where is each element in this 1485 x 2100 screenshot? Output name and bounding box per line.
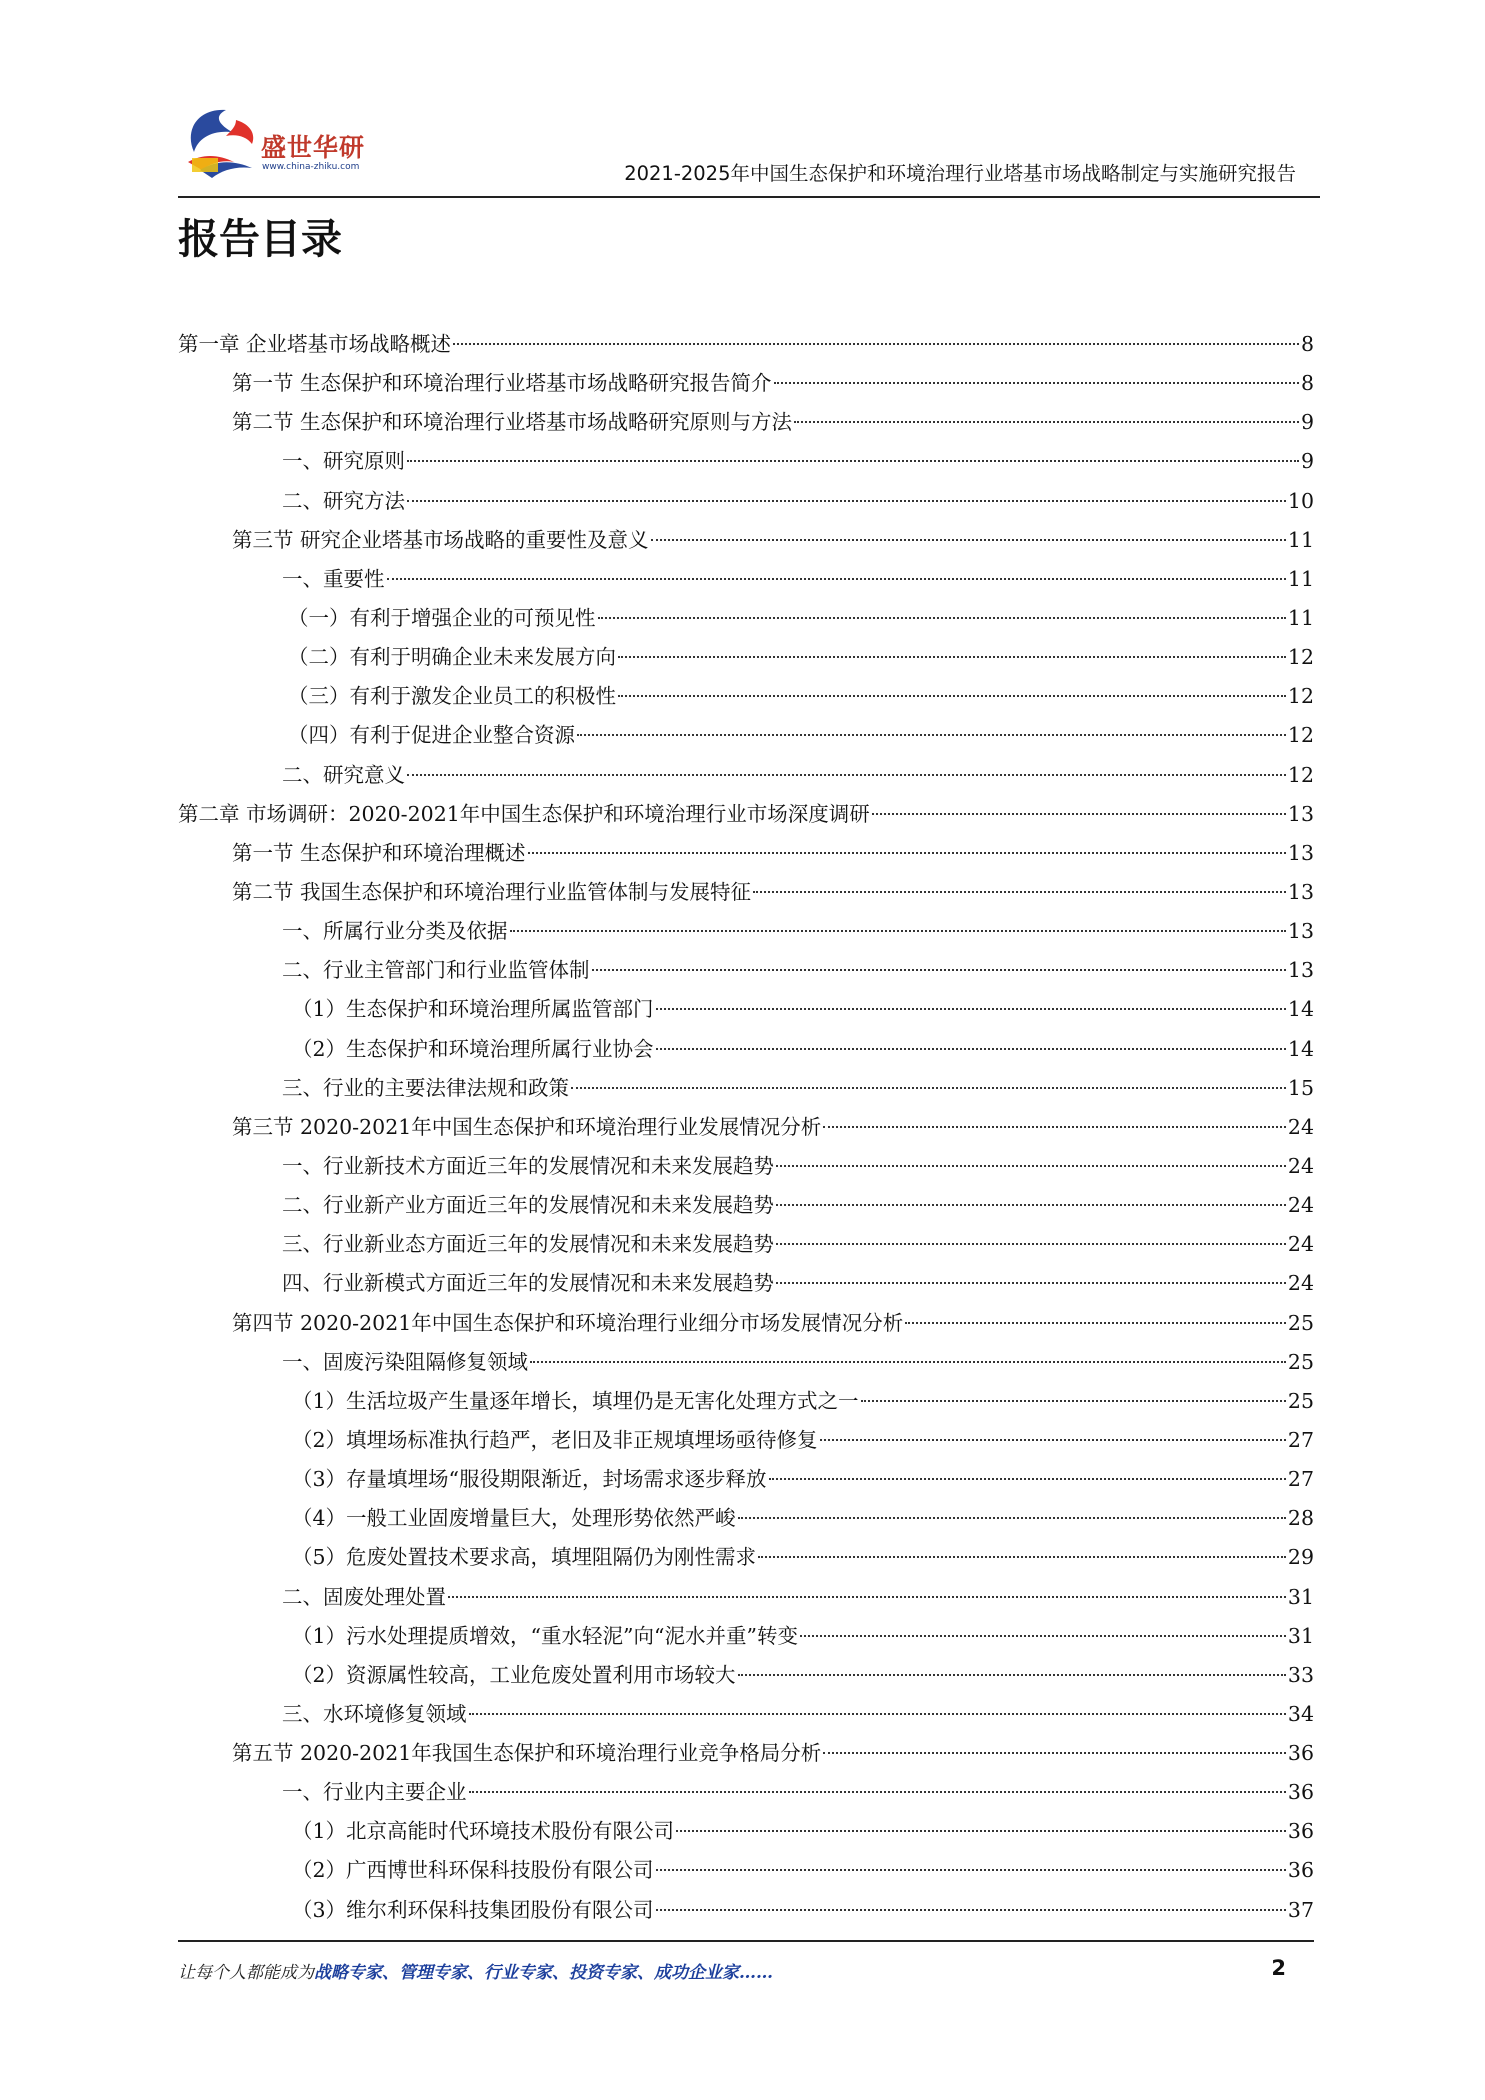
toc-entry-title: 第二节 生态保护和环境治理行业塔基市场战略研究原则与方法 [232,410,793,435]
toc-entry-page: 15 [1287,1075,1314,1100]
toc-entry-title: （1）污水处理提质增效，“重水轻泥”向“泥水并重”转变 [292,1623,798,1648]
toc-entry[interactable] [178,873,1314,912]
toc-entry[interactable] [178,1578,1314,1617]
toc-entry-page: 31 [1287,1623,1314,1648]
page-heading: 报告目录 [178,215,342,263]
toc-entry-page: 10 [1287,488,1314,513]
toc-entry-page: 11 [1287,605,1314,630]
toc-dot-leader [758,1556,1286,1558]
toc-entry[interactable] [178,1891,1314,1930]
toc-entry[interactable] [178,1499,1314,1538]
toc-dot-leader [618,656,1286,658]
toc-entry-title: 三、行业的主要法律法规和政策 [282,1075,569,1100]
toc-dot-leader [794,421,1299,423]
logo-name: 盛世华研 [261,133,366,162]
toc-entry-page: 11 [1287,566,1314,591]
toc-dot-leader [656,1869,1286,1871]
toc-entry-page: 36 [1287,1819,1314,1844]
page-header [178,100,1320,198]
toc-entry-title: 二、固废处理处置 [282,1584,446,1609]
page-number: 2 [1271,1956,1286,1980]
toc-dot-leader [800,1635,1286,1637]
toc-entry-page: 14 [1287,997,1314,1022]
toc-entry-page: 14 [1287,1036,1314,1061]
toc-dot-leader [407,774,1286,776]
toc-entry-title: （2）填埋场标准执行趋严，老旧及非正规填埋场亟待修复 [292,1427,818,1452]
toc-entry[interactable] [178,1030,1314,1069]
toc-entry-title: 一、行业新技术方面近三年的发展情况和未来发展趋势 [282,1153,774,1178]
toc-dot-leader [905,1322,1286,1324]
toc-entry-title: 第二节 我国生态保护和环境治理行业监管体制与发展特征 [232,879,752,904]
toc-dot-leader [618,695,1286,697]
toc-dot-leader [387,578,1286,580]
toc-entry[interactable] [178,1734,1314,1773]
toc-entry-title: 第四节 2020-2021年中国生态保护和环境治理行业细分市场发展情况分析 [232,1310,904,1335]
toc-entry-page: 27 [1287,1427,1314,1452]
toc-entry-title: （2）生态保护和环境治理所属行业协会 [292,1036,654,1061]
toc-dot-leader [676,1830,1286,1832]
toc-entry-title: 第三节 研究企业塔基市场战略的重要性及意义 [232,527,649,552]
toc-entry-page: 29 [1287,1545,1314,1570]
toc-entry-page: 31 [1287,1584,1314,1609]
toc-entry-title: （3）存量填埋场“服役期限渐近，封场需求逐步释放 [292,1467,767,1492]
toc-entry-page: 36 [1287,1780,1314,1805]
toc-entry-title: 四、行业新模式方面近三年的发展情况和未来发展趋势 [282,1271,774,1296]
toc-entry[interactable] [178,1108,1314,1147]
toc-entry-page: 13 [1287,958,1314,983]
toc-dot-leader [656,1008,1286,1010]
toc-entry[interactable] [178,1460,1314,1499]
slogan-highlight: 战略专家、管理专家、行业专家、投资专家、成功企业家…… [314,1963,773,1983]
toc-entry-title: 一、重要性 [282,566,385,591]
toc-entry-title: 二、行业新产业方面近三年的发展情况和未来发展趋势 [282,1193,774,1218]
toc-entry-page: 13 [1287,840,1314,865]
toc-dot-leader [872,813,1286,815]
toc-dot-leader [407,500,1286,502]
page-footer [178,1940,1314,2002]
toc-entry-title: 一、所属行业分类及依据 [282,919,508,944]
toc-entry[interactable] [178,912,1314,951]
logo-swirl-icon [178,100,262,190]
toc-entry[interactable] [178,1695,1314,1734]
toc-dot-leader [738,1674,1286,1676]
toc-entry-page: 13 [1287,801,1314,826]
toc-entry[interactable] [178,795,1314,834]
toc-entry-page: 24 [1287,1232,1314,1257]
toc-entry-title: 第三节 2020-2021年中国生态保护和环境治理行业发展情况分析 [232,1114,822,1139]
toc-entry[interactable] [178,990,1314,1029]
toc-entry[interactable] [178,1773,1314,1812]
toc-dot-leader [776,1165,1286,1167]
toc-entry-title: 三、行业新业态方面近三年的发展情况和未来发展趋势 [282,1232,774,1257]
toc-entry[interactable] [178,1851,1314,1890]
toc-dot-leader [823,1752,1286,1754]
toc-entry[interactable] [178,1186,1314,1225]
toc-dot-leader [469,1713,1286,1715]
toc-entry-page: 13 [1287,919,1314,944]
toc-entry-page: 24 [1287,1193,1314,1218]
toc-dot-leader [651,539,1286,541]
toc-dot-leader [469,1791,1286,1793]
toc-entry-page: 12 [1287,684,1314,709]
toc-entry-page: 9 [1300,449,1314,474]
toc-entry[interactable] [178,442,1314,481]
toc-entry-page: 28 [1287,1506,1314,1531]
toc-dot-leader [528,852,1286,854]
toc-dot-leader [510,930,1286,932]
toc-entry-title: 二、行业主管部门和行业监管体制 [282,958,590,983]
toc-entry-page: 27 [1287,1467,1314,1492]
toc-entry[interactable] [178,1304,1314,1343]
toc-dot-leader [598,617,1286,619]
toc-entry[interactable] [178,951,1314,990]
toc-entry[interactable] [178,1225,1314,1264]
toc-entry[interactable] [178,482,1314,521]
toc-dot-leader [861,1400,1286,1402]
toc-entry[interactable] [178,521,1314,560]
toc-entry[interactable] [178,403,1314,442]
toc-entry-title: （2）广西博世科环保科技股份有限公司 [292,1858,654,1883]
toc-entry[interactable] [178,834,1314,873]
toc-entry[interactable] [178,1382,1314,1421]
toc-entry[interactable] [178,1812,1314,1851]
toc-entry-page: 12 [1287,645,1314,670]
toc-entry[interactable] [178,599,1314,638]
toc-entry-title: （3）维尔利环保科技集团股份有限公司 [292,1897,654,1922]
toc-dot-leader [577,734,1286,736]
toc-dot-leader [820,1439,1286,1441]
toc-entry-title: 二、研究意义 [282,762,405,787]
toc-entry[interactable] [178,1617,1314,1656]
toc-entry[interactable] [178,677,1314,716]
toc-dot-leader [592,969,1286,971]
toc-dot-leader [453,343,1299,345]
toc-entry-title: （一）有利于增强企业的可预见性 [288,605,596,630]
toc-entry-title: 三、水环境修复领域 [282,1701,467,1726]
toc-entry[interactable] [178,1421,1314,1460]
toc-entry[interactable] [178,1264,1314,1303]
toc-dot-leader [656,1048,1286,1050]
toc-dot-leader [769,1478,1286,1480]
toc-entry-page: 8 [1300,371,1314,396]
company-logo [178,100,408,190]
toc-entry-page: 11 [1287,527,1314,552]
toc-entry-page: 12 [1287,762,1314,787]
toc-dot-leader [407,460,1299,462]
toc-entry-page: 25 [1287,1310,1314,1335]
toc-entry[interactable] [178,1343,1314,1382]
toc-dot-leader [823,1126,1286,1128]
toc-entry-title: （2）资源属性较高，工业危废处置利用市场较大 [292,1662,736,1687]
toc-entry[interactable] [178,638,1314,677]
toc-entry-title: 一、研究原则 [282,449,405,474]
toc-entry[interactable] [178,1656,1314,1695]
toc-entry[interactable] [178,1147,1314,1186]
toc-entry-title: 第一节 生态保护和环境治理概述 [232,840,526,865]
toc-entry-title: 一、行业内主要企业 [282,1780,467,1805]
toc-entry-page: 24 [1287,1114,1314,1139]
toc-dot-leader [571,1087,1286,1089]
toc-dot-leader [738,1517,1286,1519]
toc-entry-title: （5）危废处置技术要求高，填埋阻隔仍为刚性需求 [292,1545,757,1570]
toc-entry-title: （四）有利于促进企业整合资源 [288,723,575,748]
toc-dot-leader [448,1596,1286,1598]
toc-entry-title: 第五节 2020-2021年我国生态保护和环境治理行业竞争格局分析 [232,1741,822,1766]
toc-entry-title: （三）有利于激发企业员工的积极性 [288,684,616,709]
toc-dot-leader [776,1243,1286,1245]
toc-entry-title: （1）北京高能时代环境技术股份有限公司 [292,1819,675,1844]
logo-url: www.china-zhiku.com [262,162,360,172]
toc-entry-page: 34 [1287,1701,1314,1726]
toc-dot-leader [656,1909,1286,1911]
toc-entry[interactable] [178,1069,1314,1108]
toc-entry[interactable] [178,325,1314,364]
toc-entry-page: 13 [1287,879,1314,904]
toc-entry[interactable] [178,560,1314,599]
toc-entry-page: 36 [1287,1741,1314,1766]
footer-slogan [178,1958,773,1983]
toc-entry-title: （1）生活垃圾产生量逐年增长，填埋仍是无害化处理方式之一 [292,1388,859,1413]
toc-entry-title: 第二章 市场调研：2020-2021年中国生态保护和环境治理行业市场深度调研 [178,801,870,826]
toc-entry[interactable] [178,756,1314,795]
toc-entry-title: 二、研究方法 [282,488,405,513]
toc-entry-title: （1）生态保护和环境治理所属监管部门 [292,997,654,1022]
toc-dot-leader [530,1361,1286,1363]
toc-entry-page: 33 [1287,1662,1314,1687]
toc-entry-title: （4）一般工业固废增量巨大，处理形势依然严峻 [292,1506,736,1531]
toc-entry-page: 25 [1287,1349,1314,1374]
report-title: 2021-2025年中国生态保护和环境治理行业塔基市场战略制定与实施研究报告 [624,162,1296,185]
slogan-prefix: 让每个人都能成为 [178,1963,314,1983]
toc-entry-page: 9 [1300,410,1314,435]
toc-entry-page: 8 [1300,332,1314,356]
toc-entry-page: 37 [1287,1897,1314,1922]
toc-entry-title: （二）有利于明确企业未来发展方向 [288,645,616,670]
toc-entry-page: 24 [1287,1153,1314,1178]
toc-dot-leader [776,1282,1286,1284]
toc-entry[interactable] [178,1538,1314,1577]
toc-entry[interactable] [178,364,1314,403]
toc-entry[interactable] [178,716,1314,755]
toc-entry-page: 36 [1287,1858,1314,1883]
toc-entry-page: 12 [1287,723,1314,748]
toc-entry-title: 第一章 企业塔基市场战略概述 [178,332,452,356]
toc-entry-page: 25 [1287,1388,1314,1413]
toc-dot-leader [774,382,1299,384]
toc-dot-leader [753,891,1286,893]
table-of-contents [178,325,1314,1930]
toc-entry-title: 一、固废污染阻隔修复领域 [282,1349,528,1374]
toc-dot-leader [776,1204,1286,1206]
toc-entry-title: 第一节 生态保护和环境治理行业塔基市场战略研究报告简介 [232,371,772,396]
toc-entry-page: 24 [1287,1271,1314,1296]
